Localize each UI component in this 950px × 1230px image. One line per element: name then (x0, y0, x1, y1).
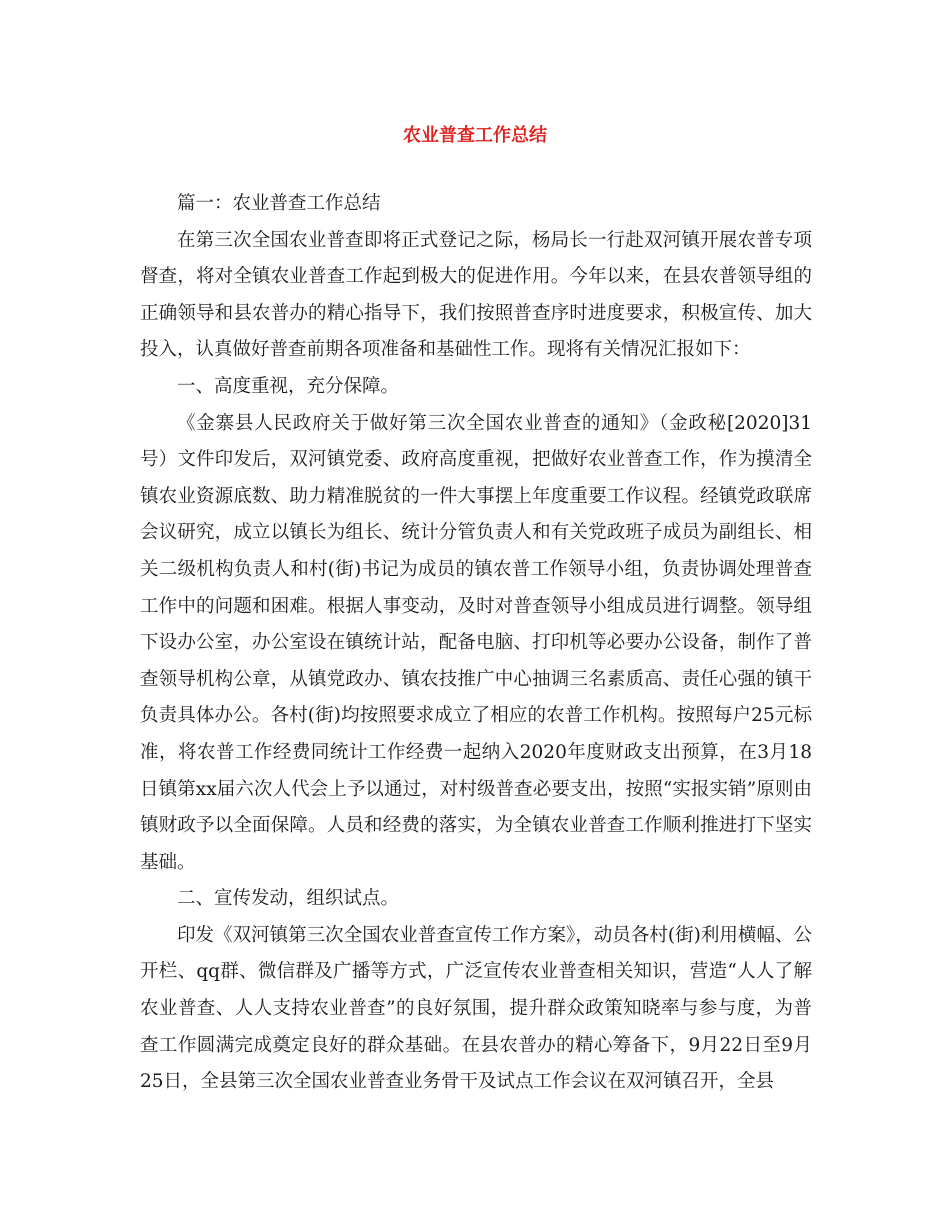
section-heading-2: 二、宣传发动，组织试点。 (177, 888, 400, 910)
section-2-paragraph: 印发《双河镇第三次全国农业普查宣传工作方案》，动员各村(街)利用横幅、公开栏、qq群、微信群及广播等方式，广泛宣传农业普查相关知识，营造“人人了解农业普查、人人支持农业普查”的良好氛围，提升群众政策知晓率与参与度，为普查工作圆满完成奠定良好的群众基础。在县农普办的精心筹备下，9月22日至9月25日，全县第三次全国农业普查业务骨干及试点工作会议在双河镇召开，全县 (140, 924, 812, 1093)
intro-paragraph: 在第三次全国农业普查即将正式登记之际，杨局长一行赴双河镇开展农普专项督查，将对全镇农业普查工作起到极大的促进作用。今年以来，在县农普领导组的正确领导和县农普办的精心指导下，我们按照普查序时进度要求，积极宣传、加大投入，认真做好普查前期各项准备和基础性工作。现将有关情况汇报如下： (140, 229, 812, 361)
section-1-paragraph: 《金寨县人民政府关于做好第三次全国农业普查的通知》（金政秘[2020]31号）文件印发后，双河镇党委、政府高度重视，把做好农业普查工作，作为摸清全镇农业资源底数、助力精准脱贫的一件大事摆上年度重要工作议程。经镇党政联席会议研究，成立以镇长为组长、统计分管负责人和有关党政班子成员为副组长、相关二级机构负责人和村(街)书记为成员的镇农普工作领导小组，负责协调处理普查工作中的问题和困难。根据人事变动，及时对普查领导小组成员进行调整。领导组下设办公室，办公室设在镇统计站，配备电脑、打印机等必要办公设备，制作了普查领导机构公章，从镇党政办、镇农技推广中心抽调三名素质高、责任心强的镇干负责具体办公。各村(街)均按照要求成立了相应的农普工作机构。按照每户25元标准，将农普工作经费同统计工作经费一起纳入2020年度财政支出预算，在3月18日镇第xx届六次人代会上予以通过，对村级普查必要支出，按照“实报实销”原则由镇财政予以全面保障。人员和经费的落实，为全镇农业普查工作顺利推进打下坚实基础。 (140, 412, 812, 873)
document-body (140, 186, 812, 1101)
document-title: 农业普查工作总结 (403, 125, 547, 146)
section-heading-part-one: 篇一：农业普查工作总结 (177, 193, 381, 214)
section-heading-1: 一、高度重视，充分保障。 (177, 375, 400, 397)
